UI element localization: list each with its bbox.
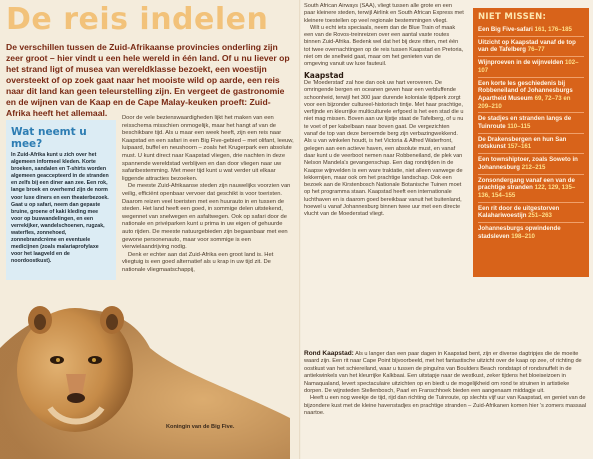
must-see-label: Een rit door de uitgestorven Kalahariwoestijn — [478, 204, 560, 220]
page-reference: 198–210 — [511, 232, 535, 240]
must-see-box — [473, 8, 589, 277]
packing-info-box — [6, 120, 116, 280]
page-reference: 157–161 — [507, 143, 532, 151]
must-see-item — [478, 112, 584, 132]
body-paragraph: Door de vele bezienswaardigheden lijkt het maken van een reisschema misschien onmogelijk, maar het hangt af van de beschikbare tijd. Als u maar een week heeft, zijn een reis naar Kaapstad en een safari in een Big Five-gebied – met olifant, leeuw, luipaard, buffel en neushoorn – zoals het Krugerpark een absolute must. U kunt direct naar Kaapstad vliegen, drie nachten in deze spannende wereldstad verblijven en dan door vliegen naar uw safaribestemming. Met meer tijd kunt u wat verder uit elkaar liggende attracties bezoeken. — [122, 115, 294, 182]
left-body-column — [122, 115, 294, 274]
must-see-item — [478, 36, 584, 56]
page-reference: 122, 129, 135–136, 154–155 — [478, 184, 576, 199]
must-see-label: Een Big Five-safari — [478, 26, 533, 33]
lioness-photo — [0, 278, 290, 459]
must-see-item — [478, 77, 584, 113]
must-see-label: Wijnproeven in de wijnvelden — [478, 59, 564, 67]
must-see-item — [478, 174, 584, 202]
run-in-heading: Rond Kaapstad: — [304, 350, 354, 357]
around-cape-town-section — [304, 350, 589, 418]
must-see-label: Een townshiptoer, zoals Soweto in Johannesburg — [478, 156, 578, 171]
must-see-label: Zonsondergang vanaf een van de prachtige stranden — [478, 176, 575, 192]
body-paragraph: Als u langer dan een paar dagen in Kaapstad bent, zijn er diverse dagtripjes die de moeite waard zijn. Een rit naar Cape Point bijvoorbeeld, met het fantastische uitzicht over de kaap op zee, of richting de oostkust van het schiereiland, waar u tussen de pinguïns van Boulders Beach rondstapt of rondsnuffelt in de antiekwinkels van het kleurrijke Kalkbaai. Een uitstapje naar de westkust, zeker tijdens het bloeiseizoen in Namaqualand, levert spectaculaire uitzichten op en biedt u de mogelijkheid om rond te struinen in artistieke dorpen. De wijnsteden Stellenbosch, Paarl en Franschhoek bieden een aangenaam middagje uit. — [304, 351, 582, 395]
photo-caption: Koningin van de Big Five. — [166, 424, 235, 430]
must-see-item — [478, 222, 584, 242]
page-title: De reis indelen — [6, 2, 269, 37]
page-reference: 212–215 — [521, 163, 546, 171]
must-see-item — [478, 56, 584, 76]
body-paragraph: Heeft u een nog weekje de tijd, rijd dan richting de Tuinroute, op slechts vijf uur van Kaapstad, en geniet van de bijzondere kust met de kleine havenstadjes en prachtige stranden – Zuid-Afrikanen komen hier 's zomers massaal naartoe. — [304, 395, 587, 417]
page-spine — [299, 0, 301, 459]
section-heading: Kaapstad — [304, 70, 344, 80]
page-reference: 161, 176–185 — [534, 26, 572, 33]
must-see-item — [478, 202, 584, 222]
page-reference: 69, 72–73 en 209–210 — [478, 94, 571, 110]
body-paragraph: South African Airways (SAA), vliegt tussen alle grote en een paar kleinere steden, terwijl Airlink en South African Express met kleinere toestellen op veel regionale bestemmingen vliegt. — [304, 3, 464, 24]
body-paragraph: De 'Moederstad' zal hoe dan ook uw hart veroveren. De omringende bergen en oceanen geven haar een verbluffende schoonheid, terwijl het 300 jaar durende koloniale tijdperk zorgt voor een bijzonder cultureel-historisch tintje. Met haar prachtige, verfijnde en kleurrijke multiculturele erfgoed is het een stad die u niet mag missen. Boven aan uw lijstje staat de Tafelberg, of u nu te voet of per kabelbaan naar boven gaat. De vergezichten vanaf de top van deze beroemde berg zijn verbazingwekkend. Als u van winkelen houdt, is het Victoria & Alfred Waterfront, gelegen aan een actieve haven, een absolute must, en vanaf daar kunt u de veerboot nemen naar Robbeneiland, de plek van Nelson Mandela's gevangenschap. Een dag rondrijden in de Kaapse wijnvelden is een ware traktatie, niet alleen vanwege de lekkernijen, maar ook om het prachtige landschap. Ook een bezoek aan de Kirstenbosch Nationale Botanische Tuinen moet op het programma staan. Kaapstad heeft een internationale luchthaven en is daarom goed bereikbaar vanuit het buitenland, hoewel u vanaf Johannesburg binnen twee uur met een directe vlucht van de Moederstad vliegt. — [304, 79, 464, 218]
body-paragraph: Denk er echter aan dat Zuid-Afrika een groot land is. Het vliegtuig is een goed alternatief als u krap in uw tijd zit. De nationale vliegmaatschappij, — [122, 251, 274, 273]
must-see-label: Uitzicht op Kaapstad vanaf de top van de Tafelberg — [478, 38, 576, 54]
must-see-label: Een korte les geschiedenis bij Robbeneiland of Johannesburgs Apartheid Museum — [478, 79, 573, 102]
info-box-title: Wat neemt u mee? — [11, 126, 87, 150]
page-reference: 76–77 — [527, 46, 545, 54]
must-see-item — [478, 153, 584, 173]
info-box-text: In Zuid-Afrika kunt u zich over het algemeen informeel kleden. Korte broeken, sandalen en T-shirts worden algemeen geaccepteerd in de stranden en zelfs bij een diner aan zee. Een rok, lange broek en overhemd zijn de norm voor luxe diners en een theaterbezoek. Gaat u op safari, neem dan gepaste bruine, groene of kaki kleding mee voor op buswandelingen, en een verrekijker, wandelschoenen, rugzak, waterfles, zonnehoed, zonnebrandcrème en eventuele medicijnen (zoals malariaprofylaxe voor het laagveld en de noordoostkust). — [11, 152, 109, 265]
intro-paragraph: De verschillen tussen de Zuid-Afrikaanse provincies onderling zijn zeer groot – hier vindt u een hele wereld in één land. Of u nu liever op het strand ligt of musea van wereldklasse bezoekt, een woestijn oversteekt of op zoek gaat naar het mooiste wild op aarde, een reis naar dit land kan geen teleurstelling zijn. En vergeet de gastronomie en de wijnen van de Kaap en de Cape Malay-keuken proeft: Zuid-Afrika heeft het allemaal. — [6, 42, 290, 118]
body-paragraph: Wilt u echt iets speciaals, neem dan de Blue Train of maak een van de Rovos-treinreizen over een aantal vaste routes binnen Zuid-Afrika. Bedenk wel dat het bij deze ritten, met één tot twee overnachtingen op de reis tussen Kaapstad en Pretoria, niet om de snelheid gaat, maar om het genieten van de omgeving vanuit uw luxe fauteuil. — [304, 24, 464, 68]
must-see-label: Johannesburgs opwindende stadsleven — [478, 225, 561, 240]
must-see-item — [478, 24, 584, 36]
body-paragraph: De meeste Zuid-Afrikaanse steden zijn nauwelijks voorzien van veilig, efficiënt openbaar vervoer dat geschikt is voor toeristen. Daarom reizen veel toeristen met een huurauto in en tussen de steden. Het land heeft een goed, in sommige delen uitstekend, wegennet van snelwegen en asfaltwegen. Ook op safari door de nationale en privéparken kunt u prima in uw eigen of gehuurde auto rijden. De meeste natuurgebieden zijn begaanbaar met een gewone personenauto, maar voor sommige is een vierwielaandrijving nodig. — [122, 183, 291, 251]
right-body-column — [304, 3, 464, 219]
page-reference: 110–115 — [507, 123, 531, 131]
must-see-label: De stadjes en stranden langs de Tuinroute — [478, 115, 572, 131]
must-see-item — [478, 133, 584, 153]
page-reference: 102–107 — [478, 59, 579, 74]
must-see-label: De Drakensbergen en hun San rotskunst — [478, 135, 567, 151]
page-reference: 251–263 — [528, 212, 552, 220]
must-see-title: NIET MISSEN: — [478, 12, 547, 22]
